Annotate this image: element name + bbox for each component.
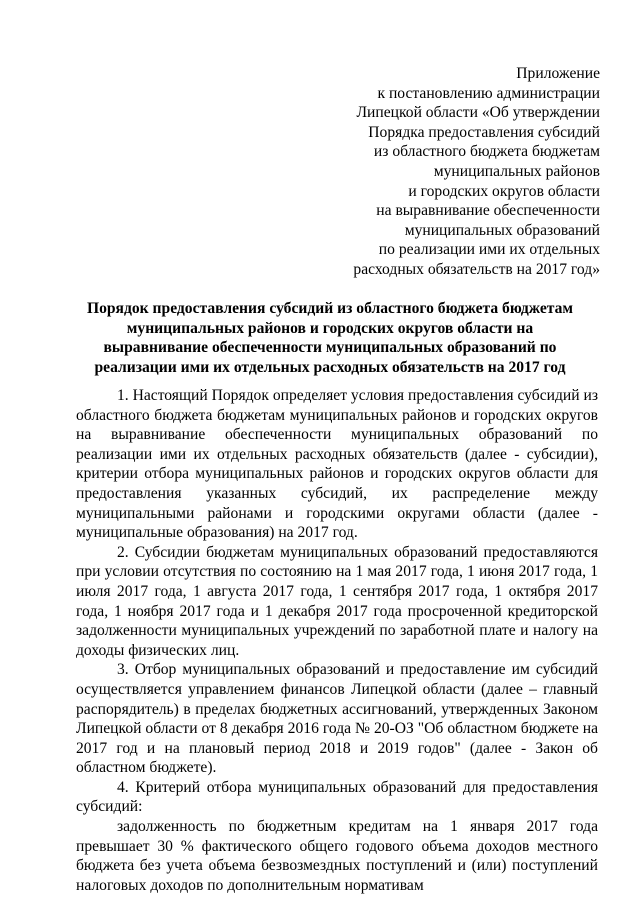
- paragraph-4-criterion: задолженность по бюджетным кредитам на 1 января 2017 года превышает 30 % фактического общего годового объема доходов местного бюджета без учета объема безвозмездных поступлений и (или) поступлений налоговых доходов по дополнительным нормативам: [76, 818, 598, 894]
- paragraph-4: 4. Критерий отбора муниципальных образований для предоставления субсидий:: [76, 778, 598, 816]
- appendix-line: по реализации ими их отдельных: [378, 241, 600, 259]
- title-line: Порядок предоставления субсидий из областного бюджета бюджетам: [86, 300, 574, 317]
- title-line: выравнивание обеспеченности муниципальных образований по: [103, 339, 557, 356]
- appendix-line: Порядка предоставления субсидий: [368, 123, 600, 141]
- appendix-line: Липецкой области «Об утверждении: [356, 104, 600, 122]
- appendix-line: муниципальных образований: [404, 221, 600, 239]
- paragraph-3: 3. Отбор муниципальных образований и предоставление им субсидий осуществляется управлением финансов Липецкой области (далее – главный распорядитель) в пределах бюджетных ассигнований, утвержденных Законом Липецкой области от 8 декабря 2016 года № 20-ОЗ "Об областном бюджете на 2017 год и на плановый период 2018 и 2019 годов" (далее - Закон об областном бюджете).: [76, 661, 598, 777]
- title-line: реализации ими их отдельных расходных обязательств на 2017 год: [94, 358, 566, 376]
- appendix-line: Приложение: [516, 65, 600, 82]
- appendix-line: из областного бюджета бюджетам: [373, 143, 600, 161]
- appendix-line: на выравнивание обеспеченности: [376, 202, 600, 220]
- document-title: [60, 299, 600, 377]
- paragraph-1: 1. Настоящий Порядок определяет условия предоставления субсидий из областного бюджета бюджетам муниципальных районов и городских округов на выравнивание обеспеченности муниципальных образований по реализации ими их отдельных расходных обязательств (далее - субсидии), критерии отбора муниципальных районов и городских округов области для предоставления указанных субсидий, их распределение между муниципальными районами и городскими округами области (далее - муниципальные образования) на 2017 год.: [76, 387, 598, 542]
- appendix-line: муниципальных районов: [433, 162, 600, 180]
- appendix-line: расходных обязательств на 2017 год»: [353, 260, 600, 278]
- paragraph-2: 2. Субсидии бюджетам муниципальных образований предоставляются при условии отсутствия по состоянию на 1 мая 2017 года, 1 июня 2017 года, 1 июля 2017 года, 1 августа 2017 года, 1 сентября 2017 года, 1 октября 2017 года, 1 ноября 2017 года и 1 декабря 2017 года просроченной кредиторской задолженности муниципальных учреждений по заработной плате и налогу на доходы физических лиц.: [76, 543, 598, 659]
- appendix-line: к постановлению администрации: [377, 84, 600, 102]
- appendix-line: и городских округов области: [408, 182, 600, 200]
- document-body: [76, 386, 598, 895]
- title-line: муниципальных районов и городских округов области на: [126, 319, 534, 337]
- appendix-header: [300, 64, 600, 280]
